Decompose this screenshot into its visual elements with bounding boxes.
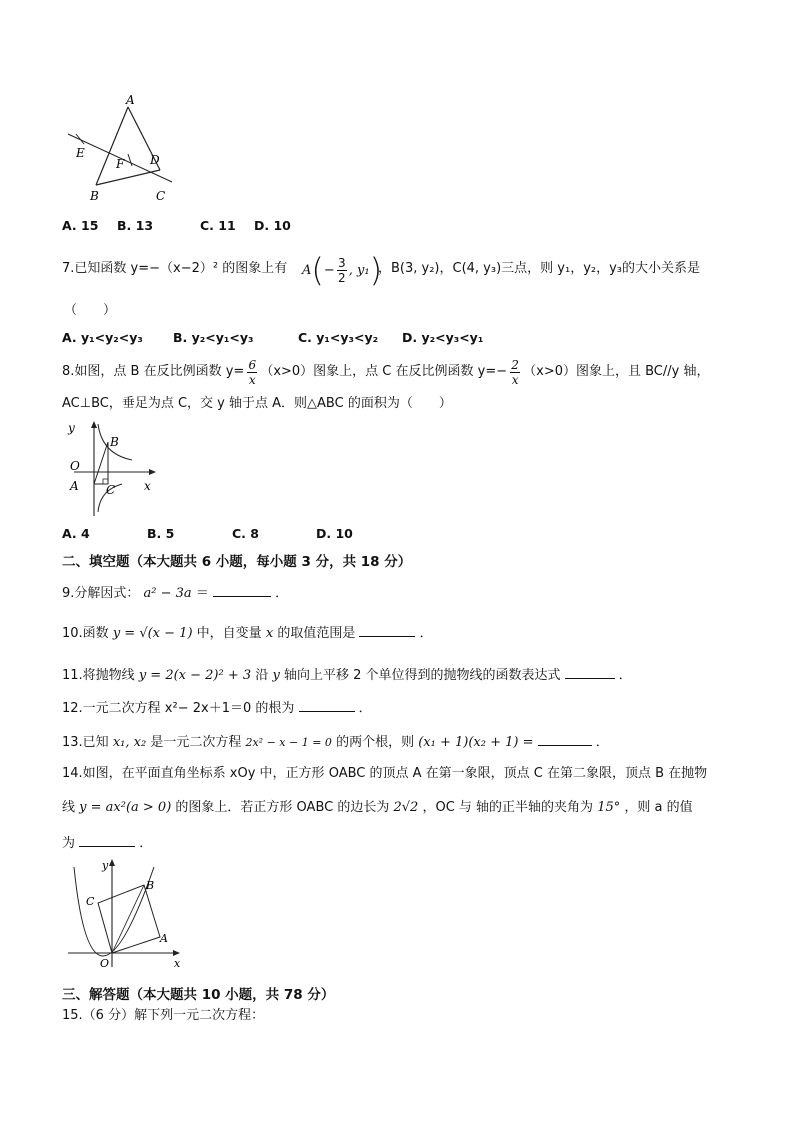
q14-angle: 15° <box>597 800 621 815</box>
q6-triangle-figure <box>62 92 182 204</box>
q13-blank <box>538 733 592 746</box>
q12-line <box>62 699 372 717</box>
q8-line1-c: （x>0）图象上，且 BC//y 轴， <box>523 364 710 379</box>
q9-text-a: 9.分解因式： <box>62 586 140 601</box>
q8-option-a: A. 4 <box>62 526 90 541</box>
q7-points-text: ，B(3, y₂)，C(4, y₃)三点，则 y₁，y₂，y₃的大小关系是 <box>378 261 701 276</box>
q7-bracket: （ ） <box>64 303 117 318</box>
q9-line <box>62 584 288 602</box>
q15-text: 15.（6 分）解下列一元二次方程： <box>62 1008 265 1023</box>
fig14-label-x: x <box>174 957 181 970</box>
section-2-heading: 二、填空题（本大题共 6 小题，每小题 3 分，共 18 分） <box>62 554 412 570</box>
q7-point-a: A ( − 3 2 , y₁ ) <box>302 251 383 289</box>
q11-end: ． <box>618 668 632 683</box>
q14-end: ． <box>139 836 153 851</box>
q11-var: y <box>272 668 280 683</box>
fig6-label-f: F <box>116 157 125 171</box>
q8-line1-b: （x>0）图象上，点 C 在反比例函数 y=− <box>260 364 508 379</box>
q12-text: 12.一元二次方程 x²− 2x＋1＝0 的根为 <box>62 701 295 716</box>
q13-end: ． <box>595 735 609 750</box>
q11-line <box>62 666 632 684</box>
q13-line <box>62 733 609 751</box>
q10-text-b: 中，自变量 <box>196 626 262 641</box>
q9-end: ． <box>275 586 289 601</box>
q8-option-b: B. 5 <box>147 526 175 541</box>
q11-text-c: 轴向上平移 2 个单位得到的抛物线的函数表达式 <box>283 668 561 683</box>
q11-blank <box>565 666 615 679</box>
q14-side: 2√2 <box>393 800 419 815</box>
q8-fraction-2-num: 2 <box>511 357 519 372</box>
q8-line1 <box>62 352 709 392</box>
fig8-label-a: A <box>70 479 79 493</box>
q10-end: ． <box>419 626 433 641</box>
fig14-label-b: B <box>146 879 155 892</box>
q13-text-c: 的两个根，则 <box>336 735 415 750</box>
q7-option-d: D. y₂<y₃<y₁ <box>402 330 484 345</box>
q14-line3-text: 为 <box>62 836 76 851</box>
q10-line <box>62 624 433 642</box>
q7-fraction-den: 2 <box>337 270 346 285</box>
fig6-label-a: A <box>126 93 135 107</box>
q13-text-a: 13.已知 <box>62 735 109 750</box>
q7-fraction <box>337 256 347 285</box>
fig6-label-c: C <box>156 189 166 203</box>
q8-fraction-2 <box>510 358 520 387</box>
q14-line3 <box>62 834 152 852</box>
q6-option-d: D. 10 <box>254 218 291 233</box>
q7-point-a-prefix: A <box>302 262 312 278</box>
q14-line2-a: 线 <box>62 800 76 815</box>
q10-var: x <box>265 626 274 641</box>
q8-fraction-2-den: x <box>511 372 519 387</box>
q8-option-c: C. 8 <box>232 526 259 541</box>
q10-expr: y = √(x − 1) <box>112 626 193 641</box>
q13-vars: x₁, x₂ <box>112 735 147 750</box>
fig14-label-y: y <box>102 859 109 872</box>
q14-parabola-square-figure <box>62 855 188 971</box>
q12-blank <box>299 699 355 712</box>
q14-line1: 14.如图，在平面直角坐标系 xOy 中，正方形 OABC 的顶点 A 在第一象限，顶点 C 在第二象限，顶点 B 在抛物 <box>62 766 708 781</box>
q7-point-a-suffix: , y₁ <box>348 262 370 278</box>
q11-expr: y = 2(x − 2)² + 3 <box>138 668 252 683</box>
q7-option-b: B. y₂<y₁<y₃ <box>173 330 254 345</box>
q7-option-a: A. y₁<y₂<y₃ <box>62 330 143 345</box>
q6-option-c: C. 11 <box>200 218 236 233</box>
q8-fraction-1-den: x <box>248 372 256 387</box>
q14-line2 <box>62 800 693 816</box>
fig8-label-b: B <box>110 435 119 449</box>
q14-line2-expr: y = ax²(a > 0) <box>79 800 172 815</box>
fig8-label-c: C <box>106 483 116 497</box>
q8-fraction-1 <box>247 358 257 387</box>
q7-fraction-num: 3 <box>337 255 346 270</box>
q6-option-a: A. 15 <box>62 218 99 233</box>
fig14-label-c: C <box>86 895 95 908</box>
q9-expr: a² − 3a <box>143 586 192 601</box>
q10-text-a: 10.函数 <box>62 626 109 641</box>
q14-line2-c: ，OC 与 轴的正半轴的夹角为 <box>422 800 594 815</box>
q7-option-c: C. y₁<y₃<y₂ <box>298 330 379 345</box>
q7-stem: 7.已知函数 y=−（x−2）² 的图象上有 <box>62 261 288 276</box>
fig14-label-a: A <box>160 932 168 945</box>
fig6-label-e: E <box>76 146 85 160</box>
q8-hyperbola-figure <box>62 418 162 518</box>
q10-text-c: 的取值范围是 <box>277 626 356 641</box>
q11-text-b: 沿 <box>255 668 269 683</box>
fig6-label-d: D <box>150 153 160 167</box>
q9-text-b: ＝ <box>195 586 209 601</box>
q11-text-a: 11.将抛物线 <box>62 668 135 683</box>
q13-expr: (x₁ + 1)(x₂ + 1) = <box>418 735 534 750</box>
q8-option-d: D. 10 <box>316 526 353 541</box>
q14-line2-b: 的图象上．若正方形 OABC 的边长为 <box>175 800 390 815</box>
fig8-label-o: O <box>70 459 80 473</box>
q13-text-b: 是一元二次方程 <box>150 735 242 750</box>
fig8-label-x: x <box>144 479 151 493</box>
q8-fraction-1-num: 6 <box>248 357 257 372</box>
q14-blank <box>79 834 135 847</box>
q8-line1-a: 8.如图，点 B 在反比例函数 y= <box>62 364 245 379</box>
q10-blank <box>359 624 415 637</box>
q8-line2: AC⊥BC，垂足为点 C，交 y 轴于点 A．则△ABC 的面积为（ ） <box>62 396 452 411</box>
q13-eq: 2x² − x − 1 = 0 <box>245 736 332 749</box>
fig14-label-o: O <box>100 957 110 970</box>
q14-line2-d: ，则 a 的值 <box>624 800 693 815</box>
q12-end: ． <box>358 701 372 716</box>
q9-blank <box>213 584 271 597</box>
section-3-heading: 三、解答题（本大题共 10 小题，共 78 分） <box>62 987 335 1003</box>
fig8-label-y: y <box>68 421 75 435</box>
fig6-label-b: B <box>90 189 99 203</box>
q6-option-b: B. 13 <box>117 218 154 233</box>
